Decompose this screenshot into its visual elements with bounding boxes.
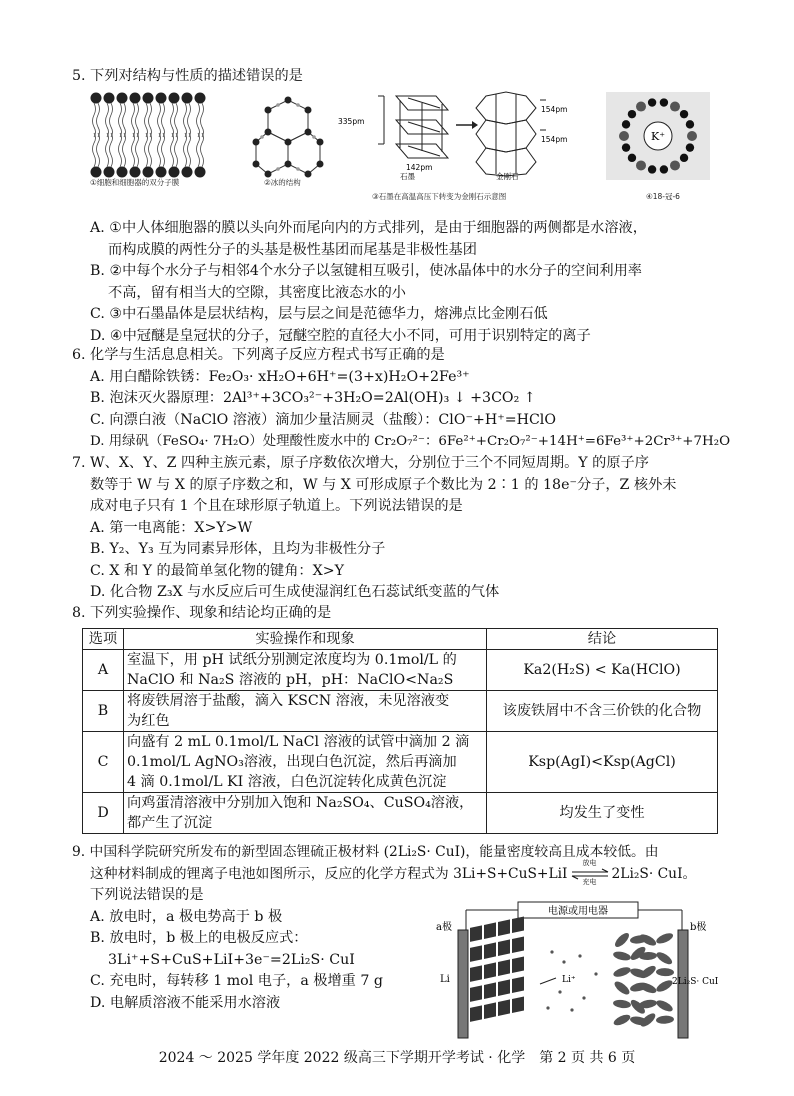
label-154pm-1: 154pm — [541, 105, 568, 114]
q9-option-a: A. 放电时，a 极电势高于 b 极 — [90, 908, 283, 925]
label-335pm: 335pm — [338, 117, 365, 126]
label-154pm-2: 154pm — [541, 135, 568, 144]
op-line: 为红色 — [127, 713, 170, 729]
header-option: 选项 — [83, 629, 124, 650]
q5-figures — [86, 90, 726, 208]
page-footer: 2024 ～ 2025 学年度 2022 级高三下学期开学考试 · 化学 第 2 页 共 6 页 — [158, 1050, 636, 1066]
row-option: B — [83, 691, 124, 732]
cathode-material-label: 2Li₂S· CuI — [672, 977, 719, 987]
graphite-diamond-figure — [336, 90, 576, 182]
label-142pm: 142pm — [406, 163, 433, 172]
battery-figure — [432, 900, 732, 1040]
crown-ether-figure — [604, 90, 714, 190]
row-conclusion: Ksp(AgI)<Ksp(AgCl) — [487, 732, 718, 793]
q8-stem: 8. 下列实验操作、现象和结论均正确的是 — [72, 605, 332, 621]
header-operation: 实验操作和现象 — [124, 629, 487, 650]
op-line: NaClO 和 Na₂S 溶液的 pH，pH：NaClO<Na₂S — [127, 672, 454, 688]
header-conclusion: 结论 — [487, 629, 718, 650]
table-row — [83, 650, 718, 691]
caption-crown: ④18-冠-6 — [646, 192, 680, 201]
label-diamond: 金刚石 — [496, 172, 519, 181]
q6-option-a: A. 用白醋除铁锈：Fe₂O₃· xH₂O+6H⁺=(3+x)H₂O+2Fe³⁺ — [90, 368, 470, 385]
table-header-row — [83, 629, 718, 650]
row-conclusion: 均发生了变性 — [487, 793, 718, 834]
q8-table — [82, 628, 718, 834]
q7-option-c: C. X 和 Y 的最简单氢化物的键角：X>Y — [90, 562, 344, 579]
op-line: 4 滴 0.1mol/L KI 溶液，白色沉淀转化成黄色沉淀 — [127, 774, 447, 790]
q7-option-b: B. Y₂、Y₃ 互为同素异形体，且均为非极性分子 — [90, 541, 386, 557]
li-label: Li — [440, 974, 450, 985]
q7-option-a: A. 第一电离能：X>Y>W — [90, 519, 253, 536]
q7-option-d: D. 化合物 Z₃X 与水反应后可生成使湿润红色石蕊试纸变蓝的气体 — [90, 584, 500, 600]
row-option: D — [83, 793, 124, 834]
q7-stem-1: 7. W、X、Y、Z 四种主族元素，原子序数依次增大，分别位于三个不同短周期。Y 的原子序 — [72, 455, 649, 471]
row-operation — [124, 732, 487, 793]
op-line: 0.1mol/L AgNO₃溶液，出现白色沉淀，然后再滴加 — [127, 754, 457, 770]
op-line: 向盛有 2 mL 0.1mol/L NaCl 溶液的试管中滴加 2 滴 — [127, 734, 470, 750]
arrow-discharge: 放电 — [582, 859, 597, 867]
q9-option-b: B. 放电时，b 极上的电极反应式： — [90, 930, 308, 946]
q9-option-d: D. 电解质溶液不能采用水溶液 — [90, 994, 281, 1011]
k-ion-label: K⁺ — [650, 130, 666, 143]
row-conclusion: 该废铁屑中不含三价铁的化合物 — [487, 691, 718, 732]
q9-stem-2a: 这种材料制成的锂离子电池如图所示，反应的化学方程式为 3Li+S+CuS+LiI — [90, 865, 568, 882]
q9-option-c: C. 充电时，每转移 1 mol 电子，a 极增重 7 g — [90, 973, 383, 989]
row-conclusion: Ka2(H₂S) < Ka(HClO) — [487, 650, 718, 691]
q9-stem-3: 下列说法错误的是 — [90, 887, 204, 903]
q6-option-b: B. 泡沫灭火器原理：2Al³⁺+3CO₃²⁻+3H₂O=2Al(OH)₃ ↓ +3CO₂ ↑ — [90, 390, 536, 406]
row-option: A — [83, 650, 124, 691]
op-line: 室温下，用 pH 试纸分别测定浓度均为 0.1mol/L 的 — [127, 652, 457, 668]
q6-option-d: D. 用绿矾（FeSO₄· 7H₂O）处理酸性废水中的 Cr₂O₇²⁻：6Fe²⁺+Cr₂O₇²⁻+14H⁺=6Fe³⁺+2Cr³⁺+7H₂O — [90, 434, 731, 449]
row-operation — [124, 691, 487, 732]
q5-option-c: C. ③中石墨晶体是层状结构，层与层之间是范德华力，熔沸点比金刚石低 — [90, 306, 548, 322]
ice-structure-figure — [248, 90, 328, 180]
op-line: 将废铁屑溶于盐酸，滴入 KSCN 溶液，未见溶液变 — [127, 693, 450, 709]
label-graphite: 石墨 — [400, 172, 415, 181]
table-row — [83, 793, 718, 834]
op-line: 向鸡蛋清溶液中分别加入饱和 Na₂SO₄、CuSO₄溶液， — [127, 795, 474, 811]
q7-stem-3: 成对电子只有 1 个且在球形原子轨道上。下列说法错误的是 — [90, 498, 463, 514]
q6-stem: 6. 化学与生活息息相关。下列离子反应方程式书写正确的是 — [72, 347, 445, 363]
table-row — [83, 732, 718, 793]
q5-options — [72, 218, 740, 347]
bilayer-figure — [86, 90, 216, 190]
q9-stem-1: 9. 中国科学院研究所发布的新型固态锂硫正极材料 (2Li₂S· CuI)，能量密度较高且成本较低。由 — [72, 844, 659, 860]
li-ion-label: Li⁺ — [562, 975, 576, 985]
q9-stem-2b: 2Li₂S· CuI。 — [611, 865, 697, 882]
reversible-arrow — [570, 859, 610, 886]
caption-ice: ②冰的结构 — [264, 178, 301, 187]
row-operation — [124, 793, 487, 834]
q5-stem: 5. 下列对结构与性质的描述错误的是 — [72, 68, 303, 84]
q5-option-a: A. ①中人体细胞器的膜以头向外而尾向内的方式排列，是由于细胞器的两侧都是水溶液， — [90, 220, 647, 236]
q7 — [72, 453, 740, 604]
q5-option-b: B. ②中每个水分子与相邻4个水分子以氢键相互吸引，使冰晶体中的水分子的空间利用率 — [90, 263, 642, 279]
table-row — [83, 691, 718, 732]
caption-bilayer: ①细胞和细胞器的双分子膜 — [90, 178, 180, 187]
arrow-charge: 充电 — [582, 878, 597, 886]
q9-stem-2 — [72, 859, 740, 886]
q6-option-c: C. 向漂白液（NaClO 溶液）滴加少量洁厕灵（盐酸）：ClO⁻+H⁺=HClO — [90, 411, 556, 428]
row-option: C — [83, 732, 124, 793]
q5-option-a-cont: 而构成膜的两性分子的头基是极性基团而尾基是非极性基团 — [108, 241, 477, 258]
caption-graphite: ③石墨在高温高压下转变为金刚石示意图 — [372, 192, 507, 201]
q5-option-d: D. ④中冠醚是皇冠状的分子，冠醚空腔的直径大小不同，可用于识别特定的离子 — [90, 327, 591, 344]
q7-stem-2: 数等于 W 与 X 的原子序数之和，W 与 X 可形成原子个数比为 2∶1 的 18e⁻分子，Z 核外未 — [90, 476, 677, 493]
cathode-b-label: b极 — [690, 922, 707, 933]
q9-option-b-eq: 3Li⁺+S+CuS+LiI+3e⁻=2Li₂S· CuI — [108, 951, 355, 968]
power-source-label: 电源或用电器 — [548, 906, 608, 917]
anode-a-label: a极 — [436, 922, 452, 933]
op-line: 都产生了沉淀 — [127, 815, 213, 831]
q5-option-b-cont: 不高，留有相当大的空隙，其密度比液态水的小 — [108, 284, 406, 301]
row-operation — [124, 650, 487, 691]
q6 — [72, 345, 740, 453]
